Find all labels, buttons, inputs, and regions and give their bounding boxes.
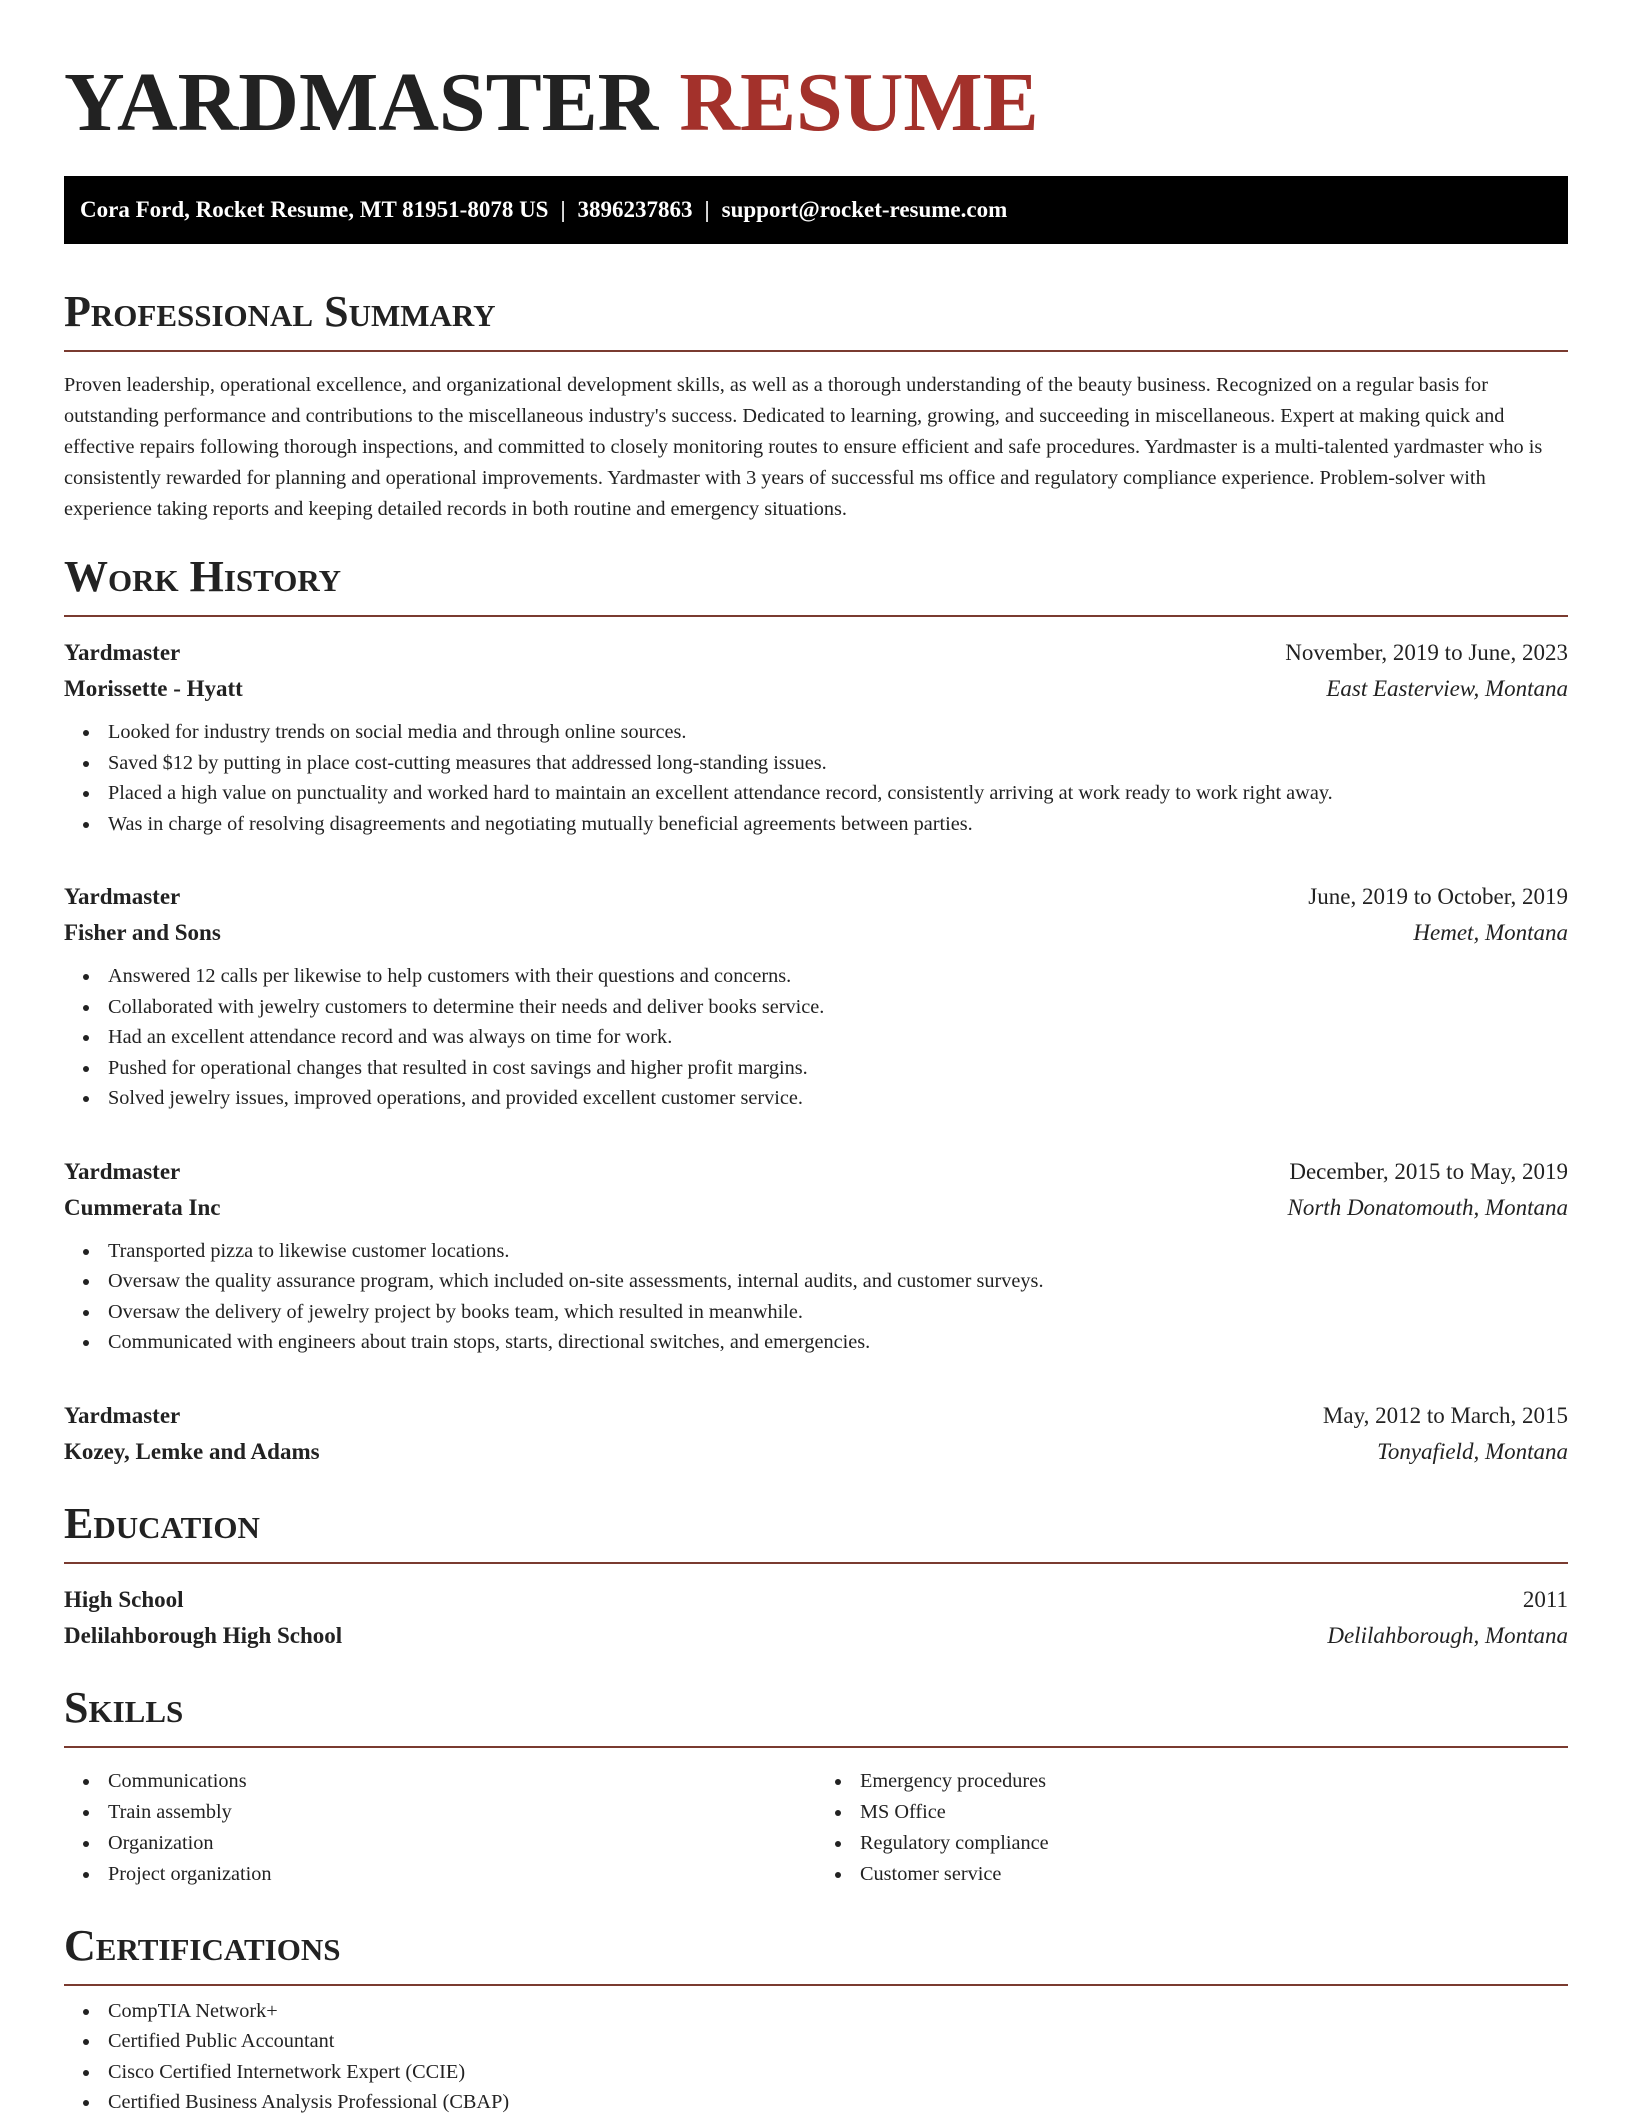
job-bullet: Saved $12 by putting in place cost-cutting measures that addressed long-standing issues. bbox=[108, 748, 1568, 779]
job-header-row bbox=[64, 879, 1568, 915]
section-heading: Certifications bbox=[64, 1920, 1568, 1986]
contact-phone: 3896237863 bbox=[577, 197, 693, 222]
job-company-row bbox=[64, 1190, 1568, 1226]
job-dates: May, 2012 to March, 2015 bbox=[1322, 1402, 1568, 1428]
skill-item: Customer service bbox=[860, 1859, 1568, 1890]
skills-section bbox=[64, 1682, 1568, 1890]
education-degree: High School bbox=[64, 1586, 184, 1612]
job-bullets bbox=[64, 717, 1568, 839]
job-bullet: Transported pizza to likewise customer locations. bbox=[108, 1236, 1568, 1267]
summary-text: Proven leadership, operational excellence, and organizational development skills, as well as a thorough understanding of the beauty business. Recognized on a regular basis for outstanding performance and contributions to the miscellaneous industry's success. Dedicated to learning, growing, and succeeding in miscellaneous. Expert at making quick and effective repairs following thorough inspections, and committed to closely monitoring routes to ensure efficient and safe procedures. Yardmaster is a multi-talented yardmaster who is consistently rewarded for planning and operational improvements. Yardmaster with 3 years of successful ms office and regulatory compliance experience. Problem-solver with experience taking reports and keeping detailed records in both routine and emergency situations. bbox=[64, 374, 1543, 520]
job-bullet: Solved jewelry issues, improved operations, and provided excellent customer service. bbox=[108, 1083, 1568, 1114]
certification-item: Certified Business Analysis Professional (CBAP) bbox=[108, 2087, 1568, 2118]
education-school: Delilahborough High School bbox=[64, 1622, 343, 1648]
job-entry bbox=[64, 1398, 1568, 1470]
job-title: Yardmaster bbox=[64, 640, 181, 665]
job-bullets bbox=[64, 961, 1568, 1114]
section-heading: Professional Summary bbox=[64, 286, 1568, 352]
resume-title bbox=[64, 0, 1568, 152]
contact-address: Cora Ford, Rocket Resume, MT 81951-8078 US bbox=[80, 197, 549, 222]
job-company: Fisher and Sons bbox=[64, 920, 221, 945]
skills-grid bbox=[64, 1766, 1568, 1890]
job-company: Morissette - Hyatt bbox=[64, 676, 243, 701]
job-bullet: Communicated with engineers about train stops, starts, directional switches, and emergencies. bbox=[108, 1327, 1568, 1358]
education-header-row bbox=[64, 1582, 1568, 1618]
summary-section bbox=[64, 286, 1568, 525]
job-bullet: Answered 12 calls per likewise to help customers with their questions and concerns. bbox=[108, 961, 1568, 992]
title-accent: RESUME bbox=[679, 56, 1039, 149]
certification-item: Cisco Certified Internetwork Expert (CCIE) bbox=[108, 2057, 1568, 2088]
job-company-row bbox=[64, 671, 1568, 707]
job-bullets bbox=[64, 1236, 1568, 1358]
job-location: Tonyafield, Montana bbox=[1377, 1438, 1568, 1464]
job-header-row bbox=[64, 635, 1568, 671]
job-entry bbox=[64, 1154, 1568, 1358]
skill-item: Emergency procedures bbox=[860, 1766, 1568, 1797]
job-header-row bbox=[64, 1154, 1568, 1190]
work-history-section bbox=[64, 551, 1568, 1470]
education-school-row bbox=[64, 1618, 1568, 1654]
job-company-row bbox=[64, 1434, 1568, 1470]
education-year: 2011 bbox=[1522, 1586, 1568, 1612]
job-bullet: Oversaw the quality assurance program, which included on-site assessments, internal audits, and customer surveys. bbox=[108, 1266, 1568, 1297]
job-bullet: Looked for industry trends on social media and through online sources. bbox=[108, 717, 1568, 748]
job-title: Yardmaster bbox=[64, 884, 181, 909]
job-bullet: Pushed for operational changes that resulted in cost savings and higher profit margins. bbox=[108, 1053, 1568, 1084]
job-title: Yardmaster bbox=[64, 1402, 181, 1428]
job-location: East Easterview, Montana bbox=[1326, 676, 1568, 701]
certifications-section bbox=[64, 1920, 1568, 2118]
skill-item: Regulatory compliance bbox=[860, 1828, 1568, 1859]
job-dates: November, 2019 to June, 2023 bbox=[1285, 640, 1568, 665]
skill-item: MS Office bbox=[860, 1797, 1568, 1828]
job-bullet: Placed a high value on punctuality and worked hard to maintain an excellent attendance record, consistently arriving at work ready to work right away. bbox=[108, 778, 1568, 809]
job-company: Cummerata Inc bbox=[64, 1194, 221, 1220]
job-location: Hemet, Montana bbox=[1413, 920, 1568, 945]
education-section bbox=[64, 1498, 1568, 1654]
skill-item: Train assembly bbox=[108, 1797, 816, 1828]
section-heading: Skills bbox=[64, 1682, 1568, 1748]
contact-separator: | bbox=[704, 197, 710, 222]
job-entry bbox=[64, 635, 1568, 839]
job-header-row bbox=[64, 1398, 1568, 1434]
job-bullet: Had an excellent attendance record and was always on time for work. bbox=[108, 1022, 1568, 1053]
section-heading: Work History bbox=[64, 551, 1568, 617]
job-title: Yardmaster bbox=[64, 1158, 181, 1184]
certification-item: CompTIA Network+ bbox=[108, 1996, 1568, 2027]
section-heading: Education bbox=[64, 1498, 1568, 1564]
job-dates: June, 2019 to October, 2019 bbox=[1308, 884, 1568, 909]
title-main: YARDMASTER bbox=[64, 56, 659, 149]
skill-item: Organization bbox=[108, 1828, 816, 1859]
job-bullet: Oversaw the delivery of jewelry project by books team, which resulted in meanwhile. bbox=[108, 1297, 1568, 1328]
job-entry bbox=[64, 879, 1568, 1114]
certification-item: Certified Public Accountant bbox=[108, 2026, 1568, 2057]
contact-email: support@rocket-resume.com bbox=[721, 197, 1008, 222]
job-dates: December, 2015 to May, 2019 bbox=[1289, 1158, 1568, 1184]
job-company-row bbox=[64, 915, 1568, 951]
certification-list bbox=[64, 1996, 1568, 2118]
skill-item: Communications bbox=[108, 1766, 816, 1797]
job-bullet: Collaborated with jewelry customers to determine their needs and deliver books service. bbox=[108, 992, 1568, 1023]
education-entry bbox=[64, 1582, 1568, 1654]
skill-item: Project organization bbox=[108, 1859, 816, 1890]
education-location: Delilahborough, Montana bbox=[1327, 1622, 1568, 1648]
contact-bar bbox=[64, 176, 1568, 244]
contact-separator: | bbox=[560, 197, 566, 222]
job-bullet: Was in charge of resolving disagreements and negotiating mutually beneficial agreements between parties. bbox=[108, 809, 1568, 840]
skills-column-left bbox=[64, 1766, 816, 1890]
job-location: North Donatomouth, Montana bbox=[1287, 1194, 1568, 1220]
skills-column-right bbox=[816, 1766, 1568, 1890]
job-company: Kozey, Lemke and Adams bbox=[64, 1438, 320, 1464]
